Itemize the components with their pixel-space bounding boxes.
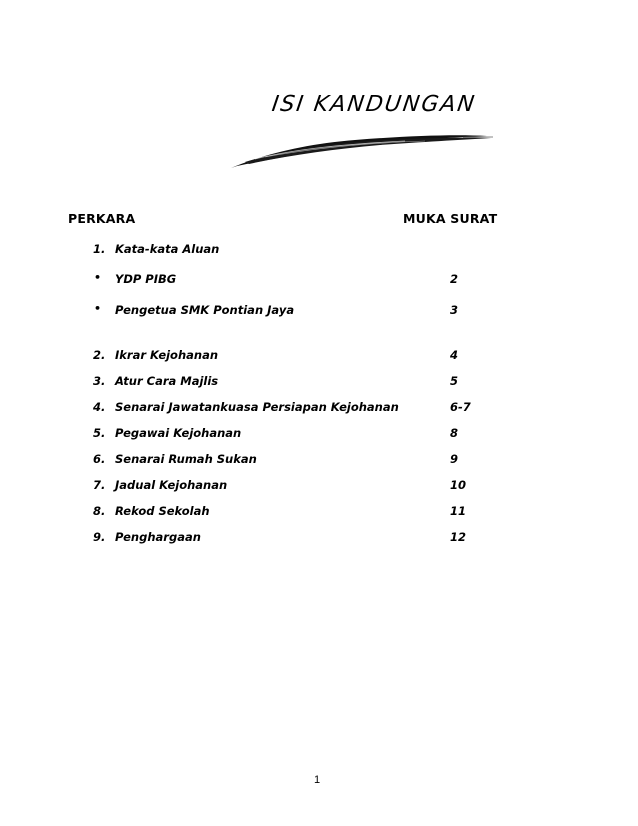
entry-page: 5 [450, 374, 459, 388]
toc-entry [0, 303, 638, 321]
entry-number: 3. [93, 374, 106, 388]
toc-entry [0, 530, 638, 548]
toc-entry [0, 452, 638, 470]
entry-number: 5. [93, 426, 106, 440]
column-header-perkara: PERKARA [68, 211, 136, 226]
entry-label: Senarai Jawatankuasa Persiapan Kejohanan [115, 400, 399, 414]
bullet-icon: • [94, 302, 102, 315]
page-number: 1 [314, 774, 321, 786]
entry-label: Kata-kata Aluan [115, 242, 220, 256]
entry-number: 1. [93, 242, 106, 256]
toc-entry [0, 242, 638, 260]
entry-page: 3 [450, 303, 459, 317]
entry-page: 10 [450, 478, 467, 492]
entry-label: YDP PIBG [115, 272, 177, 286]
entry-page: 11 [450, 504, 467, 518]
entry-label: Ikrar Kejohanan [115, 348, 219, 362]
entry-label: Penghargaan [115, 530, 201, 544]
column-header-muka-surat: MUKA SURAT [403, 211, 498, 226]
entry-page: 2 [450, 272, 459, 286]
page-title: ISI KANDUNGAN [270, 92, 478, 117]
toc-entry [0, 426, 638, 444]
entry-number: 2. [93, 348, 106, 362]
toc-entry [0, 400, 638, 418]
entry-label: Rekod Sekolah [115, 504, 210, 518]
entry-number: 7. [93, 478, 106, 492]
entry-page: 6-7 [450, 400, 471, 414]
entry-number: 9. [93, 530, 106, 544]
entry-label: Pengetua SMK Pontian Jaya [115, 303, 295, 317]
entry-label: Senarai Rumah Sukan [115, 452, 257, 466]
entry-number: 8. [93, 504, 106, 518]
entry-label: Jadual Kejohanan [115, 478, 228, 492]
entry-page: 9 [450, 452, 459, 466]
entry-page: 4 [450, 348, 459, 362]
entry-number: 6. [93, 452, 106, 466]
entry-page: 8 [450, 426, 459, 440]
entry-number: 4. [93, 400, 106, 414]
entry-label: Atur Cara Majlis [115, 374, 219, 388]
toc-entry [0, 348, 638, 366]
brush-stroke-decoration [225, 124, 495, 170]
bullet-icon: • [94, 271, 102, 284]
toc-entry [0, 374, 638, 392]
toc-entry [0, 504, 638, 522]
toc-entry [0, 272, 638, 290]
entry-page: 12 [450, 530, 467, 544]
entry-label: Pegawai Kejohanan [115, 426, 242, 440]
toc-entry [0, 478, 638, 496]
